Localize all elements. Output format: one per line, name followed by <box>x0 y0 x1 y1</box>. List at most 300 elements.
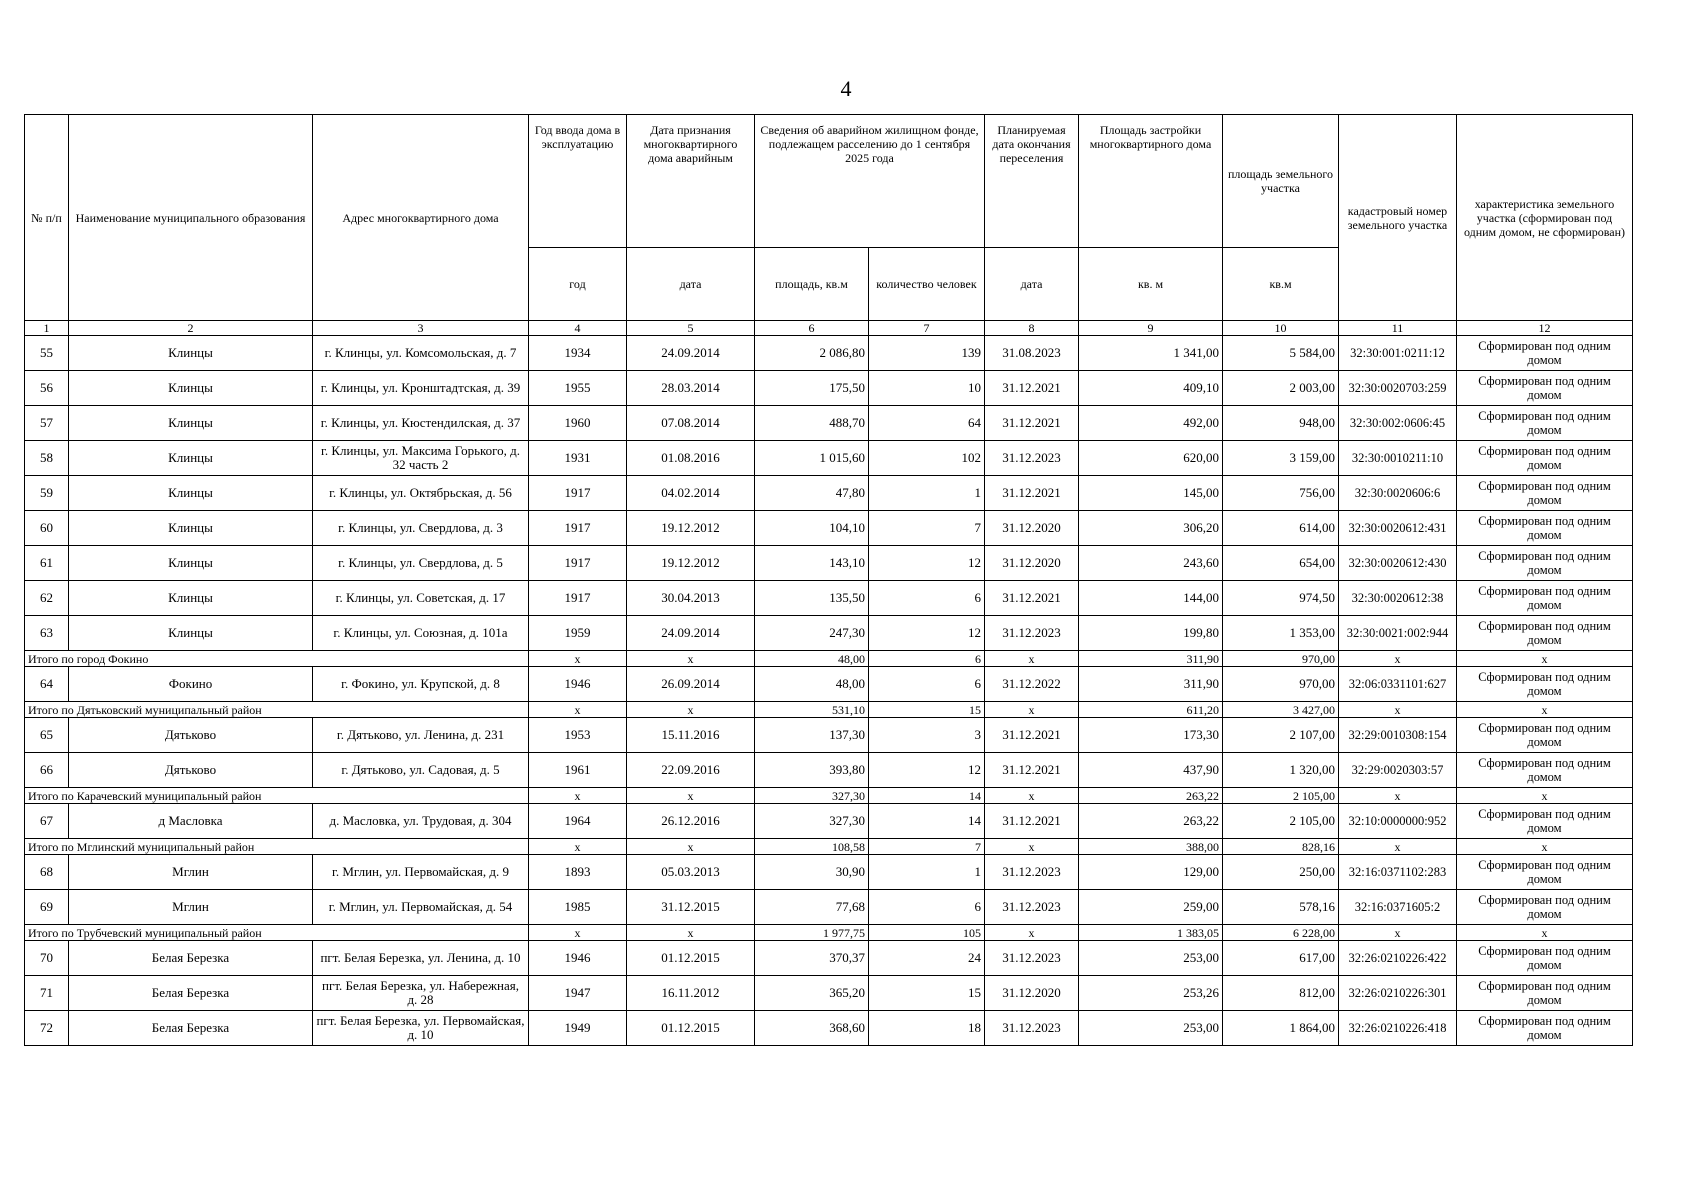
column-number: 6 <box>755 321 869 336</box>
people-cell: 6 <box>869 667 985 702</box>
date-declared-cell: 04.02.2014 <box>627 476 755 511</box>
municipality-cell: Дятьково <box>69 718 313 753</box>
address-cell: д. Масловка, ул. Трудовая, д. 304 <box>313 804 529 839</box>
address-cell: г. Клинцы, ул. Комсомольская, д. 7 <box>313 336 529 371</box>
total-cadastral: x <box>1339 702 1457 718</box>
total-cadastral: x <box>1339 839 1457 855</box>
cadastral-cell: 32:30:0020612:38 <box>1339 581 1457 616</box>
table-row <box>25 976 1633 1011</box>
area-cell: 2 086,80 <box>755 336 869 371</box>
land-char-cell: Сформирован под одним домом <box>1457 581 1633 616</box>
planned-end-cell: 31.12.2022 <box>985 667 1079 702</box>
total-building-area: 311,90 <box>1079 651 1223 667</box>
people-cell: 1 <box>869 476 985 511</box>
municipality-cell: Клинцы <box>69 476 313 511</box>
building-area-cell: 437,90 <box>1079 753 1223 788</box>
row-number: 60 <box>25 511 69 546</box>
date-declared-cell: 01.12.2015 <box>627 1011 755 1046</box>
building-area-cell: 311,90 <box>1079 667 1223 702</box>
row-number: 63 <box>25 616 69 651</box>
planned-end-cell: 31.12.2023 <box>985 616 1079 651</box>
building-area-cell: 173,30 <box>1079 718 1223 753</box>
date-declared-cell: 24.09.2014 <box>627 616 755 651</box>
year-built-cell: 1931 <box>529 441 627 476</box>
area-cell: 327,30 <box>755 804 869 839</box>
planned-end-cell: 31.12.2021 <box>985 804 1079 839</box>
total-label: Итого по Трубчевский муниципальный район <box>25 925 529 941</box>
row-number: 62 <box>25 581 69 616</box>
total-land-char: x <box>1457 702 1633 718</box>
address-cell: г. Дятьково, ул. Садовая, д. 5 <box>313 753 529 788</box>
row-number: 57 <box>25 406 69 441</box>
land-char-cell: Сформирован под одним домом <box>1457 336 1633 371</box>
table-row <box>25 371 1633 406</box>
cadastral-cell: 32:16:0371605:2 <box>1339 890 1457 925</box>
building-area-cell: 129,00 <box>1079 855 1223 890</box>
municipality-cell: Клинцы <box>69 441 313 476</box>
table-row <box>25 855 1633 890</box>
planned-end-cell: 31.12.2021 <box>985 476 1079 511</box>
total-year: x <box>529 702 627 718</box>
area-cell: 1 015,60 <box>755 441 869 476</box>
land-char-cell: Сформирован под одним домом <box>1457 371 1633 406</box>
area-cell: 47,80 <box>755 476 869 511</box>
cadastral-cell: 32:16:0371102:283 <box>1339 855 1457 890</box>
people-cell: 10 <box>869 371 985 406</box>
land-area-cell: 614,00 <box>1223 511 1339 546</box>
land-char-cell: Сформирован под одним домом <box>1457 718 1633 753</box>
housing-register-table <box>24 114 1633 1046</box>
building-area-cell: 492,00 <box>1079 406 1223 441</box>
header-planned-end: Планируемая дата окончания переселения <box>985 115 1079 248</box>
total-label: Итого по город Фокино <box>25 651 529 667</box>
people-cell: 102 <box>869 441 985 476</box>
building-area-cell: 1 341,00 <box>1079 336 1223 371</box>
municipality-cell: Клинцы <box>69 581 313 616</box>
planned-end-cell: 31.12.2021 <box>985 581 1079 616</box>
header-address: Адрес многоквартирного дома <box>313 115 529 321</box>
total-land-char: x <box>1457 839 1633 855</box>
table-row <box>25 441 1633 476</box>
cadastral-cell: 32:06:0331101:627 <box>1339 667 1457 702</box>
total-area: 48,00 <box>755 651 869 667</box>
column-number: 12 <box>1457 321 1633 336</box>
column-number: 5 <box>627 321 755 336</box>
land-area-cell: 1 353,00 <box>1223 616 1339 651</box>
header-num: № п/п <box>25 115 69 321</box>
date-declared-cell: 19.12.2012 <box>627 511 755 546</box>
total-cadastral: x <box>1339 925 1457 941</box>
building-area-cell: 620,00 <box>1079 441 1223 476</box>
building-area-cell: 253,26 <box>1079 976 1223 1011</box>
people-cell: 3 <box>869 718 985 753</box>
land-char-cell: Сформирован под одним домом <box>1457 546 1633 581</box>
land-char-cell: Сформирован под одним домом <box>1457 476 1633 511</box>
subheader-land-unit: кв.м <box>1223 248 1339 321</box>
area-cell: 30,90 <box>755 855 869 890</box>
total-land-char: x <box>1457 925 1633 941</box>
total-cadastral: x <box>1339 651 1457 667</box>
date-declared-cell: 01.12.2015 <box>627 941 755 976</box>
year-built-cell: 1960 <box>529 406 627 441</box>
address-cell: г. Клинцы, ул. Кронштадтская, д. 39 <box>313 371 529 406</box>
year-built-cell: 1964 <box>529 804 627 839</box>
column-number: 11 <box>1339 321 1457 336</box>
area-cell: 247,30 <box>755 616 869 651</box>
year-built-cell: 1934 <box>529 336 627 371</box>
subheader-area: площадь, кв.м <box>755 248 869 321</box>
planned-end-cell: 31.12.2020 <box>985 511 1079 546</box>
total-year: x <box>529 651 627 667</box>
total-land-area: 828,16 <box>1223 839 1339 855</box>
total-area: 531,10 <box>755 702 869 718</box>
land-area-cell: 5 584,00 <box>1223 336 1339 371</box>
total-row <box>25 651 1633 667</box>
municipality-cell: Мглин <box>69 890 313 925</box>
year-built-cell: 1953 <box>529 718 627 753</box>
people-cell: 6 <box>869 890 985 925</box>
total-year: x <box>529 839 627 855</box>
table-row <box>25 890 1633 925</box>
total-label: Итого по Карачевский муниципальный район <box>25 788 529 804</box>
land-char-cell: Сформирован под одним домом <box>1457 753 1633 788</box>
area-cell: 365,20 <box>755 976 869 1011</box>
row-number: 67 <box>25 804 69 839</box>
row-number: 66 <box>25 753 69 788</box>
column-number: 4 <box>529 321 627 336</box>
date-declared-cell: 31.12.2015 <box>627 890 755 925</box>
planned-end-cell: 31.12.2023 <box>985 941 1079 976</box>
address-cell: г. Клинцы, ул. Октябрьская, д. 56 <box>313 476 529 511</box>
land-area-cell: 974,50 <box>1223 581 1339 616</box>
area-cell: 370,37 <box>755 941 869 976</box>
area-cell: 368,60 <box>755 1011 869 1046</box>
total-year: x <box>529 788 627 804</box>
building-area-cell: 144,00 <box>1079 581 1223 616</box>
land-area-cell: 756,00 <box>1223 476 1339 511</box>
people-cell: 12 <box>869 616 985 651</box>
total-people: 105 <box>869 925 985 941</box>
table-row <box>25 476 1633 511</box>
subheader-date: дата <box>627 248 755 321</box>
table-row <box>25 616 1633 651</box>
subheader-planned-date: дата <box>985 248 1079 321</box>
year-built-cell: 1947 <box>529 976 627 1011</box>
table-row <box>25 511 1633 546</box>
header-building-area: Площадь застройки многоквартирного дома <box>1079 115 1223 248</box>
row-number: 59 <box>25 476 69 511</box>
row-number: 65 <box>25 718 69 753</box>
planned-end-cell: 31.12.2020 <box>985 546 1079 581</box>
land-char-cell: Сформирован под одним домом <box>1457 667 1633 702</box>
planned-end-cell: 31.08.2023 <box>985 336 1079 371</box>
total-end: x <box>985 651 1079 667</box>
total-land-area: 2 105,00 <box>1223 788 1339 804</box>
area-cell: 137,30 <box>755 718 869 753</box>
address-cell: пгт. Белая Березка, ул. Первомайская, д. 10 <box>313 1011 529 1046</box>
row-number: 70 <box>25 941 69 976</box>
date-declared-cell: 24.09.2014 <box>627 336 755 371</box>
column-number: 8 <box>985 321 1079 336</box>
subheader-building-unit: кв. м <box>1079 248 1223 321</box>
table-row <box>25 941 1633 976</box>
people-cell: 24 <box>869 941 985 976</box>
table-body <box>25 336 1633 1046</box>
cadastral-cell: 32:30:0020612:431 <box>1339 511 1457 546</box>
header-municipality: Наименование муниципального образования <box>69 115 313 321</box>
building-area-cell: 409,10 <box>1079 371 1223 406</box>
cadastral-cell: 32:30:001:0211:12 <box>1339 336 1457 371</box>
row-number: 64 <box>25 667 69 702</box>
row-number: 68 <box>25 855 69 890</box>
address-cell: пгт. Белая Березка, ул. Ленина, д. 10 <box>313 941 529 976</box>
planned-end-cell: 31.12.2023 <box>985 441 1079 476</box>
municipality-cell: Белая Березка <box>69 941 313 976</box>
municipality-cell: д Масловка <box>69 804 313 839</box>
date-declared-cell: 26.09.2014 <box>627 667 755 702</box>
table-row <box>25 406 1633 441</box>
total-year: x <box>529 925 627 941</box>
building-area-cell: 259,00 <box>1079 890 1223 925</box>
total-date: x <box>627 839 755 855</box>
municipality-cell: Мглин <box>69 855 313 890</box>
cadastral-cell: 32:29:0010308:154 <box>1339 718 1457 753</box>
building-area-cell: 253,00 <box>1079 1011 1223 1046</box>
year-built-cell: 1946 <box>529 941 627 976</box>
planned-end-cell: 31.12.2020 <box>985 976 1079 1011</box>
people-cell: 15 <box>869 976 985 1011</box>
row-number: 56 <box>25 371 69 406</box>
header-cadastral: кадастровый номер земельного участка <box>1339 115 1457 321</box>
date-declared-cell: 30.04.2013 <box>627 581 755 616</box>
municipality-cell: Дятьково <box>69 753 313 788</box>
date-declared-cell: 28.03.2014 <box>627 371 755 406</box>
header-year-built: Год ввода дома в эксплуатацию <box>529 115 627 248</box>
land-area-cell: 617,00 <box>1223 941 1339 976</box>
total-date: x <box>627 925 755 941</box>
area-cell: 143,10 <box>755 546 869 581</box>
cadastral-cell: 32:29:0020303:57 <box>1339 753 1457 788</box>
total-end: x <box>985 788 1079 804</box>
total-people: 7 <box>869 839 985 855</box>
total-row <box>25 839 1633 855</box>
total-date: x <box>627 702 755 718</box>
total-building-area: 1 383,05 <box>1079 925 1223 941</box>
year-built-cell: 1949 <box>529 1011 627 1046</box>
area-cell: 175,50 <box>755 371 869 406</box>
address-cell: г. Клинцы, ул. Максима Горького, д. 32 часть 2 <box>313 441 529 476</box>
total-end: x <box>985 702 1079 718</box>
people-cell: 12 <box>869 753 985 788</box>
date-declared-cell: 19.12.2012 <box>627 546 755 581</box>
building-area-cell: 253,00 <box>1079 941 1223 976</box>
address-cell: г. Клинцы, ул. Союзная, д. 101а <box>313 616 529 651</box>
total-row <box>25 788 1633 804</box>
land-char-cell: Сформирован под одним домом <box>1457 441 1633 476</box>
total-land-area: 3 427,00 <box>1223 702 1339 718</box>
people-cell: 12 <box>869 546 985 581</box>
table-row <box>25 546 1633 581</box>
cadastral-cell: 32:26:0210226:301 <box>1339 976 1457 1011</box>
table-row <box>25 1011 1633 1046</box>
land-char-cell: Сформирован под одним домом <box>1457 890 1633 925</box>
date-declared-cell: 16.11.2012 <box>627 976 755 1011</box>
municipality-cell: Фокино <box>69 667 313 702</box>
table-row <box>25 804 1633 839</box>
header-land-area: площадь земельного участка <box>1223 115 1339 248</box>
planned-end-cell: 31.12.2023 <box>985 1011 1079 1046</box>
table-row <box>25 336 1633 371</box>
total-people: 14 <box>869 788 985 804</box>
land-area-cell: 812,00 <box>1223 976 1339 1011</box>
address-cell: г. Клинцы, ул. Свердлова, д. 3 <box>313 511 529 546</box>
header-emergency-info: Сведения об аварийном жилищном фонде, подлежащем расселению до 1 сентября 2025 года <box>755 115 985 248</box>
total-label: Итого по Мглинский муниципальный район <box>25 839 529 855</box>
municipality-cell: Клинцы <box>69 511 313 546</box>
year-built-cell: 1959 <box>529 616 627 651</box>
land-area-cell: 3 159,00 <box>1223 441 1339 476</box>
address-cell: г. Клинцы, ул. Советская, д. 17 <box>313 581 529 616</box>
land-char-cell: Сформирован под одним домом <box>1457 976 1633 1011</box>
land-area-cell: 2 105,00 <box>1223 804 1339 839</box>
year-built-cell: 1985 <box>529 890 627 925</box>
building-area-cell: 263,22 <box>1079 804 1223 839</box>
total-end: x <box>985 925 1079 941</box>
cadastral-cell: 32:26:0210226:418 <box>1339 1011 1457 1046</box>
year-built-cell: 1917 <box>529 476 627 511</box>
column-number: 9 <box>1079 321 1223 336</box>
people-cell: 139 <box>869 336 985 371</box>
land-area-cell: 948,00 <box>1223 406 1339 441</box>
land-area-cell: 578,16 <box>1223 890 1339 925</box>
planned-end-cell: 31.12.2021 <box>985 371 1079 406</box>
year-built-cell: 1917 <box>529 546 627 581</box>
total-land-area: 6 228,00 <box>1223 925 1339 941</box>
municipality-cell: Клинцы <box>69 371 313 406</box>
land-area-cell: 2 003,00 <box>1223 371 1339 406</box>
total-row <box>25 702 1633 718</box>
date-declared-cell: 07.08.2014 <box>627 406 755 441</box>
row-number: 55 <box>25 336 69 371</box>
address-cell: г. Клинцы, ул. Свердлова, д. 5 <box>313 546 529 581</box>
building-area-cell: 306,20 <box>1079 511 1223 546</box>
land-char-cell: Сформирован под одним домом <box>1457 855 1633 890</box>
header-land-char: характеристика земельного участка (сформирован под одним домом, не сформирован) <box>1457 115 1633 321</box>
total-people: 6 <box>869 651 985 667</box>
date-declared-cell: 22.09.2016 <box>627 753 755 788</box>
area-cell: 488,70 <box>755 406 869 441</box>
address-cell: г. Мглин, ул. Первомайская, д. 54 <box>313 890 529 925</box>
year-built-cell: 1961 <box>529 753 627 788</box>
land-char-cell: Сформирован под одним домом <box>1457 941 1633 976</box>
cadastral-cell: 32:26:0210226:422 <box>1339 941 1457 976</box>
header-date-declared: Дата признания многоквартирного дома аварийным <box>627 115 755 248</box>
total-date: x <box>627 788 755 804</box>
year-built-cell: 1893 <box>529 855 627 890</box>
municipality-cell: Клинцы <box>69 336 313 371</box>
column-number: 7 <box>869 321 985 336</box>
cadastral-cell: 32:30:0021:002:944 <box>1339 616 1457 651</box>
land-char-cell: Сформирован под одним домом <box>1457 616 1633 651</box>
people-cell: 64 <box>869 406 985 441</box>
land-char-cell: Сформирован под одним домом <box>1457 406 1633 441</box>
year-built-cell: 1917 <box>529 581 627 616</box>
total-building-area: 263,22 <box>1079 788 1223 804</box>
table-row <box>25 581 1633 616</box>
people-cell: 1 <box>869 855 985 890</box>
municipality-cell: Клинцы <box>69 546 313 581</box>
people-cell: 7 <box>869 511 985 546</box>
date-declared-cell: 01.08.2016 <box>627 441 755 476</box>
land-area-cell: 1 320,00 <box>1223 753 1339 788</box>
building-area-cell: 243,60 <box>1079 546 1223 581</box>
people-cell: 14 <box>869 804 985 839</box>
total-date: x <box>627 651 755 667</box>
planned-end-cell: 31.12.2021 <box>985 753 1079 788</box>
land-area-cell: 2 107,00 <box>1223 718 1339 753</box>
date-declared-cell: 26.12.2016 <box>627 804 755 839</box>
people-cell: 18 <box>869 1011 985 1046</box>
land-area-cell: 654,00 <box>1223 546 1339 581</box>
area-cell: 77,68 <box>755 890 869 925</box>
planned-end-cell: 31.12.2023 <box>985 890 1079 925</box>
municipality-cell: Белая Березка <box>69 1011 313 1046</box>
address-cell: г. Фокино, ул. Крупской, д. 8 <box>313 667 529 702</box>
page-number: 4 <box>840 76 852 101</box>
total-land-char: x <box>1457 651 1633 667</box>
column-number: 1 <box>25 321 69 336</box>
municipality-cell: Клинцы <box>69 406 313 441</box>
total-people: 15 <box>869 702 985 718</box>
address-cell: г. Мглин, ул. Первомайская, д. 9 <box>313 855 529 890</box>
land-area-cell: 1 864,00 <box>1223 1011 1339 1046</box>
year-built-cell: 1955 <box>529 371 627 406</box>
land-char-cell: Сформирован под одним домом <box>1457 511 1633 546</box>
table-row <box>25 718 1633 753</box>
date-declared-cell: 05.03.2013 <box>627 855 755 890</box>
total-land-char: x <box>1457 788 1633 804</box>
planned-end-cell: 31.12.2021 <box>985 406 1079 441</box>
table-row <box>25 753 1633 788</box>
people-cell: 6 <box>869 581 985 616</box>
cadastral-cell: 32:10:0000000:952 <box>1339 804 1457 839</box>
total-area: 108,58 <box>755 839 869 855</box>
row-number: 71 <box>25 976 69 1011</box>
subheader-people: количество человек <box>869 248 985 321</box>
total-cadastral: x <box>1339 788 1457 804</box>
row-number: 61 <box>25 546 69 581</box>
table-row <box>25 667 1633 702</box>
address-cell: пгт. Белая Березка, ул. Набережная, д. 28 <box>313 976 529 1011</box>
land-area-cell: 250,00 <box>1223 855 1339 890</box>
planned-end-cell: 31.12.2021 <box>985 718 1079 753</box>
address-cell: г. Клинцы, ул. Кюстендилская, д. 37 <box>313 406 529 441</box>
total-area: 327,30 <box>755 788 869 804</box>
total-row <box>25 925 1633 941</box>
cadastral-cell: 32:30:0010211:10 <box>1339 441 1457 476</box>
cadastral-cell: 32:30:0020606:6 <box>1339 476 1457 511</box>
total-land-area: 970,00 <box>1223 651 1339 667</box>
row-number: 69 <box>25 890 69 925</box>
total-label: Итого по Дятьковский муниципальный район <box>25 702 529 718</box>
total-building-area: 611,20 <box>1079 702 1223 718</box>
total-area: 1 977,75 <box>755 925 869 941</box>
column-number: 10 <box>1223 321 1339 336</box>
building-area-cell: 199,80 <box>1079 616 1223 651</box>
total-end: x <box>985 839 1079 855</box>
column-number: 2 <box>69 321 313 336</box>
total-building-area: 388,00 <box>1079 839 1223 855</box>
